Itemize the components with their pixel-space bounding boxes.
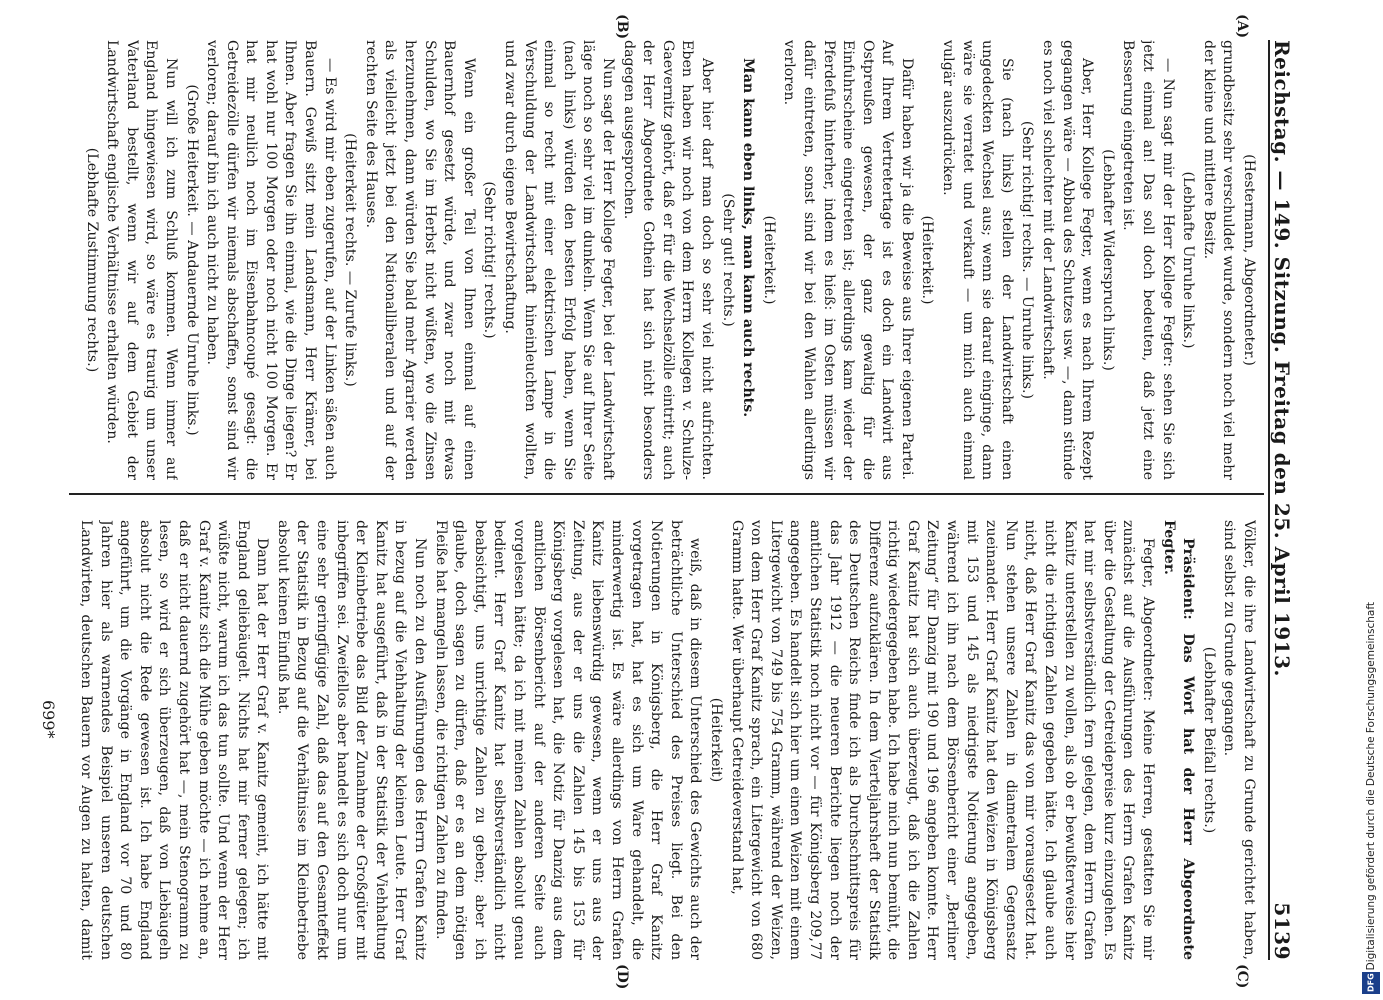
margin-marker-c: (C) [1234, 964, 1250, 989]
right-text-column [78, 520, 1258, 960]
folio-number: 699* [39, 700, 58, 739]
left-paragraph: (Sehr richtig! rechts.) [481, 181, 498, 339]
digitization-strip [1359, 0, 1383, 1000]
left-paragraph: Wenn ein großer Teil von Ihnen einmal auf einen Bauernhof gesetzt würde, und zwar noch mit etwas Schulden, wo Sie im Herbst nicht wüßten, wo die Zinsen herzunehmen, dann würden Sie bald mehr Agrarier werden als vielleicht jetzt bei den Nationalliberalen und auf der rechten Seite des Hauses. [362, 40, 477, 480]
left-paragraph: (Lebhafter Widerspruch links.) [1099, 149, 1116, 371]
margin-marker-b: (B) [614, 14, 630, 40]
left-paragraph: grundbesitz sehr verschuldet wurde, sondern noch viel mehr der kleine und mittlere Besitz. [1200, 40, 1237, 480]
right-paragraph: (Lebhafter Beifall rechts.) [1200, 646, 1217, 834]
page-header [1268, 40, 1302, 960]
left-paragraph: (Hestermann, Abgeordneter.) [1241, 154, 1257, 366]
left-paragraph: (Heiterkeit rechts. — Zurufe links.) [342, 133, 359, 387]
right-paragraph: Nun noch zu den Ausführungen des Herrn Grafen Kanitz in bezug auf die Viehhaltung der kleinen Leute. Herr Graf Kanitz hat ausgeführt, daß in der Statistik der Viehhaltung der Kleinbetriebe das Bild der Zunahme der Großgüter mit inbegriffen sei. Zweifellos aber handelt es sich doch nur um eine sehr geringfügige Zahl, daß das auf den Gesamteffekt der Statistik in Bezug auf die Verhältnisse im Kleinbetriebe absolut keinen Einfluß hat. [274, 520, 429, 960]
left-paragraph [78, 40, 80, 480]
left-paragraph: — Es wird mir eben zugerufen, auf der Linken säßen auch Bauern. Gewiß sitzt mein Landsmann, Herr Krämer, bei Ihnen. Aber fragen Sie ihn einmal, wie die Dinge liegen? Er hat wohl nur 100 Morgen oder noch nicht 100 Morgen. Er hat mir neulich noch im Eisenbahncoupé gesagt: die Getreidezölle dürfen wir niemals abschaffen, sonst sind wir verloren; darauf bin ich auch nicht zu haben. [204, 40, 338, 480]
right-paragraph: Fegter, Abgeordneter: Meine Herren, gestatten Sie mir zunächst auf die Ausführungen des Herrn Grafen Kanitz über die Gestaltung der Getreidepreise kurz einzugehen. Es hat mir selbstverständlich fern gelegen, dem Herrn Grafen Kanitz unterstellen zu wollen, als ob er bewußterweise hier nicht die richtigen Zahlen gegeben hätte. Ich glaube auch nicht, daß Herr Graf Kanitz das von mir vorausgesetzt hat. Nun stehen unsere Zahlen in diametralem Gegensatz zueinander. Herr Graf Kanitz hat den Weizen in Königsberg mit 153 und 145 als niedrigste Notierung angegeben, während ich ihn nach dem Börsenbericht einer „Berliner Zeitung“ für Danzig mit 190 und 196 angeben konnte. Herr Graf Kanitz hat sich auch überzeugt, daß ich die Zahlen richtig wiedergegeben habe. Ich habe mich nun bemüht, die Differenz aufzuklären. In dem Vierteljahrsheft der Statistik des Deutschen Reichs finde ich als Durchschnittspreis für das Jahr 1912 — die neueren Berichte liegen noch der amtlichen Statistik noch nicht vor — für Königsberg 209,77 angegeben. Es handelt sich hier um einen Weizen mit einem Litergewicht von 749 bis 754 Gramm, während der Weizen, von dem Herr Graf Kanitz sprach, ein Litergewicht von 680 Gramm hatte. Wer überhaupt Getreideverstand hat, [728, 520, 1157, 960]
left-paragraph: (Heiterkeit.) [760, 215, 777, 305]
left-paragraph: Nun sagt der Herr Kollege Fegter, bei der Landwirtschaft läge noch so sehr viel im dunkeln. Wenn Sie auf Ihrer Seite (nach links) würden den besten Erfolg haben, wenn Sie einmal so recht mit einer elektrischen Lampe in die Verschuldung der Landwirtschaft hineinleuchten wollten, und zwar durch eigene Bewirtschaftung. [502, 40, 616, 480]
left-paragraph: (Lebhafte Unruhe links.) [1180, 171, 1197, 349]
left-paragraph: Dafür haben wir ja die Beweise aus Ihrer eigenen Partei. Auf Ihrem Vertretertage ist es doch ein Landwirt aus Ostpreußen gewesen, der ganz gewaltig für die Einfuhrscheine eingetreten ist; allerdings kam wieder der Pferdefuß hinterher, indem es hieß: im Osten müssen wir dafür eintreten, sonst sind wir bei den Wahlen allerdings verloren. [781, 40, 915, 480]
left-paragraph: (Lebhafte Zustimmung rechts.) [83, 147, 100, 373]
dfg-logo: DFG [1362, 972, 1380, 994]
left-paragraph: Man kann eben links, man kann auch rechts. [740, 58, 757, 418]
right-paragraph: Dann hat der Herr Graf v. Kanitz gemeint, ich hätte mit England geliebäugelt. Nichts hat mir ferner gelegen; ich wüßte nicht, warum ich das tun sollte. Und wenn der Herr Graf v. Kanitz sich die Mühe geben möchte — ich nehme an, daß er nicht dauernd zugehört hat —, mein Stenogramm zu lesen, so wird er sich überzeugen, daß von Liebäugeln absolut nicht die Rede gewesen ist. Ich habe England angeführt, um die Vorgänge in England vor 70 und 80 Jahren hier als warnendes Beispiel unseren deutschen Landwirten, deutschen Bauern vor Augen zu halten, damit [78, 520, 271, 960]
left-paragraph: (Große Heiterkeit. — Andauernde Unruhe links.) [183, 84, 200, 436]
left-paragraph: — Nun sagt mir der Herr Kollege Fegter: sehen Sie sich jetzt einmal an! Das soll doch bedeuten, daß jetzt eine Besserung eingetreten ist. [1120, 40, 1176, 480]
margin-marker-a: (A) [1234, 14, 1250, 39]
right-paragraph: (Heiterkeit) [707, 697, 724, 783]
running-title: Reichstag. — 149. Sitzung. Freitag den 25. April 1913. [1270, 40, 1294, 677]
margin-marker-d: (D) [614, 964, 630, 990]
left-paragraph: Aber hier darf man doch so sehr viel nicht aufrichten. Eben haben wir noch von dem Herrn Kollegen v. Schulze-Gaevernitz gehört, daß er für die Wechselzölle eintritt; auch der Herr Abgeordnete Gothein hat sich nicht besonders dagegen ausgesprochen. [620, 40, 715, 480]
left-paragraph: Nun will ich zum Schluß kommen. Wenn immer auf England hingewiesen wird, so wäre es traurig um unser Vaterland bestellt, wenn wir auf dem Gebiet der Landwirtschaft englische Verhältnisse erhalten würden. [104, 40, 179, 480]
left-paragraph: (Sehr richtig! rechts. — Unruhe links.) [1019, 120, 1036, 400]
left-paragraph: (Heiterkeit.) [919, 215, 936, 305]
digitization-note: Digitalisierung gefördert durch die Deutsche Forschungsgemeinschaft [1365, 601, 1377, 970]
right-paragraph: Präsident: Das Wort hat der Herr Abgeordnete Fegter. [1160, 520, 1197, 960]
page-number: 5139 [1270, 902, 1294, 960]
left-paragraph: Aber, Herr Kollege Fegter, wenn es nach Ihrem Rezept gegangen wäre — Abbau des Schutzes usw. —, dann stünde es noch viel schlechter mit der Landwirtschaft. [1040, 40, 1096, 480]
left-text-column [78, 40, 1258, 480]
left-paragraph: Sie (nach links) stellen der Landwirtschaft einen ungedeckten Wechsel aus; wenn sie darauf einginge, dann wäre sie verratet und verkauft — um mich auch einmal vulgär auszudrücken. [940, 40, 1015, 480]
left-paragraph: (Sehr gut! rechts.) [719, 193, 736, 327]
column-divider [69, 493, 1264, 495]
right-paragraph: Völker, die ihre Landwirtschaft zu Grunde gerichtet haben, sind selbst zu Grunde gegangen. [1221, 520, 1257, 960]
right-paragraph: weiß, daß in diesem Unterschied des Gewichts auch der beträchtliche Unterschied des Preises liegt. Bei den Notierungen in Königsberg, die Herr Graf Kanitz vorgetragen hat, hat es sich um Ware gehandelt, die minderwertig ist. Es wäre allerdings von Herrn Grafen Kanitz liebenswürdig gewesen, wenn er uns aus der Zeitung, aus der er uns die Zahlen 145 bis 153 für Königsberg vorgelesen hat, die Notiz für Danzig aus dem amtlichen Börsenbericht auf der anderen Seite auch vorgelesen hätte; da ich mit meinen Zahlen absolut genau bedient. Herr Graf Kanitz hat selbstverständlich nicht beabsichtigt, uns unrichtige Zahlen zu geben; aber ich glaube, doch sagen zu dürfen, daß er es an dem nötigen Fleiße hat mangeln lassen, die richtigen Zahlen zu finden. [432, 520, 704, 960]
